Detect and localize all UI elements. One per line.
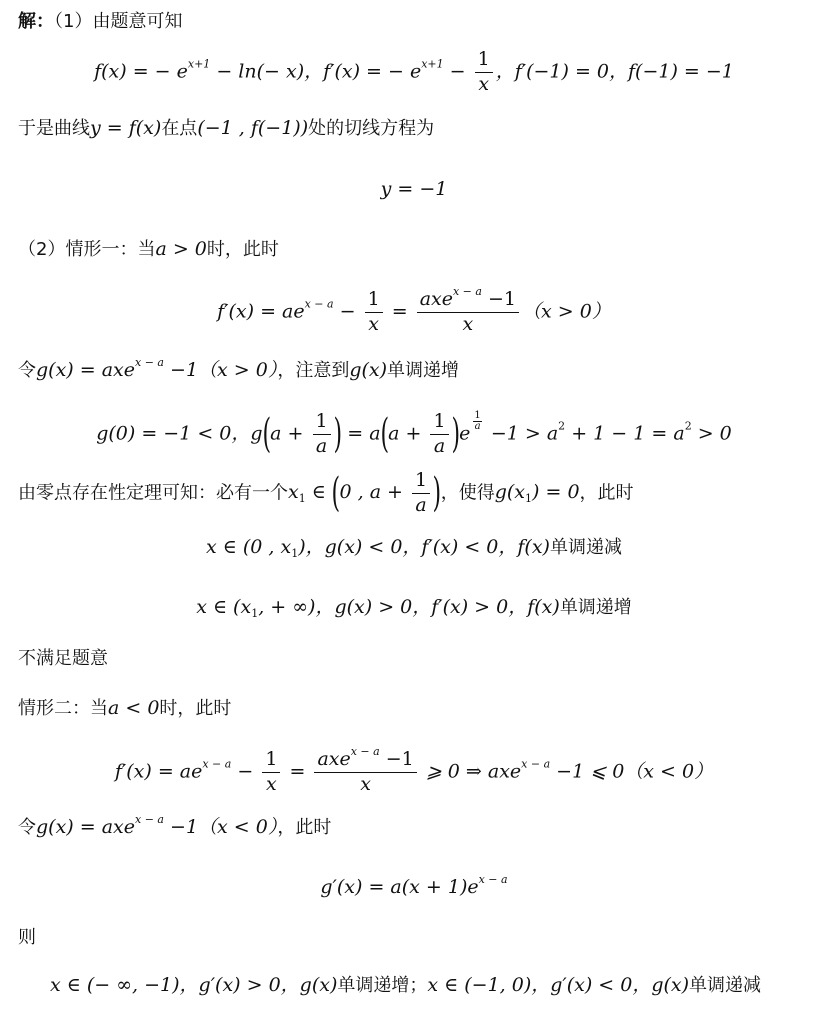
- text: 令: [18, 817, 36, 838]
- eq-text: =: [385, 300, 414, 323]
- fraction: [313, 410, 331, 459]
- case-two-heading: [18, 699, 231, 718]
- part-1-intro: （1）由题意可知: [54, 11, 183, 32]
- numerator: 1: [262, 748, 280, 773]
- text: ，使得: [440, 482, 495, 504]
- text: 由零点存在性定理可知：必有一个: [18, 482, 288, 504]
- text: 情形二：当: [18, 698, 108, 719]
- eq-text: −: [231, 760, 260, 783]
- math-text: −1（x > 0）: [163, 359, 278, 381]
- math-text: 0 , a +: [339, 481, 410, 504]
- eq-text: y = −1: [380, 178, 448, 200]
- denominator: x: [462, 312, 474, 335]
- eq-text: a +: [388, 422, 428, 445]
- text: ，此时: [277, 817, 332, 838]
- exponent-fraction: [473, 411, 481, 433]
- text: ，注意到: [277, 360, 350, 381]
- text: 令: [18, 360, 36, 381]
- math-inline: [36, 813, 278, 838]
- exponent: x − a: [452, 285, 482, 298]
- then-label: [18, 929, 36, 947]
- math-inline: [288, 469, 442, 517]
- equation-derivative-case-one: [0, 285, 828, 337]
- eq-text: −1 ⩽ 0（x < 0）: [550, 760, 714, 783]
- fraction: [262, 748, 280, 797]
- numerator: 1: [430, 410, 448, 435]
- denominator: a: [433, 434, 446, 457]
- eq-text: −1 > a: [484, 422, 559, 445]
- equation-derivative-case-two: [0, 745, 828, 797]
- exponent: x − a: [350, 745, 380, 758]
- numerator-text: −1: [379, 748, 414, 770]
- exponent: x − a: [202, 757, 232, 771]
- eq-text: )，g(x) < 0，f′(x) < 0，f(x): [298, 536, 550, 558]
- text: 时，此时: [206, 239, 279, 260]
- eq-text: −: [333, 300, 362, 323]
- exponent: x+1: [421, 57, 444, 71]
- eq-text: e: [459, 422, 471, 445]
- denominator: x: [368, 312, 379, 335]
- fraction: [417, 285, 519, 337]
- eq-text: x ∈ (x: [196, 596, 252, 618]
- numerator: 1: [412, 469, 430, 494]
- denominator: x: [360, 772, 371, 795]
- case-one-conclusion: [18, 650, 108, 668]
- eq-text: ，f′(−1) = 0，f(−1) = −1: [495, 60, 734, 83]
- math-inline: a > 0: [155, 238, 207, 260]
- eq-text: f(x) = − e: [94, 60, 188, 83]
- numerator: 1: [365, 288, 383, 313]
- eq-text: f′(x) = ae: [114, 760, 203, 783]
- big-paren-left: (: [380, 411, 389, 458]
- eq-text: = a: [341, 422, 381, 445]
- denominator: a: [415, 493, 427, 516]
- exponent: x+1: [187, 57, 211, 71]
- exponent: 2: [558, 419, 566, 433]
- numerator: [314, 745, 416, 773]
- text: 单调递增；: [337, 975, 428, 996]
- text: （2）情形一：当: [18, 239, 156, 260]
- numerator: 1: [313, 410, 331, 435]
- eq-text: > 0: [691, 422, 732, 445]
- text: 不满足题意: [18, 648, 108, 669]
- define-g-case-one: [18, 356, 460, 381]
- text: ，此时: [579, 482, 634, 504]
- denominator: a: [474, 421, 481, 433]
- fraction: [430, 410, 448, 459]
- math-text: x: [288, 481, 299, 504]
- exponent: x − a: [478, 873, 508, 886]
- eq-text: =: [283, 760, 312, 783]
- text: 单调递减: [549, 537, 622, 558]
- equation-function-derivative: [0, 48, 828, 97]
- math-inline: [36, 356, 278, 381]
- numerator-text: axe: [317, 748, 351, 770]
- eq-text: ⩾ 0 ⇒ axe: [419, 760, 522, 783]
- math-inline: y = f(x): [90, 117, 162, 139]
- math-inline: [494, 481, 580, 506]
- solution-label: 解：: [18, 11, 54, 32]
- text: 则: [18, 927, 36, 948]
- big-paren-left: (: [262, 411, 271, 458]
- numerator: 1: [475, 48, 493, 73]
- eq-text: x ∈ (0 , x: [206, 536, 292, 558]
- subscript: 1: [251, 607, 259, 620]
- equation-g-values: [0, 410, 828, 459]
- text: 单调递增: [387, 360, 460, 381]
- subscript: 1: [291, 547, 299, 560]
- text: 在点: [161, 118, 198, 139]
- text: 时，此时: [159, 698, 232, 719]
- equation-tangent: [0, 180, 828, 199]
- equation-g-derivative: [0, 873, 828, 898]
- eq-text: + 1 − 1 = a: [565, 422, 685, 445]
- exponent: x − a: [521, 757, 551, 771]
- math-text: g(x: [494, 481, 526, 504]
- eq-text: （x > 0）: [522, 300, 611, 323]
- fraction: [365, 288, 383, 337]
- interval-increasing-case-one: [0, 596, 828, 620]
- denominator: x: [266, 772, 277, 795]
- eq-text: − ln(− x)，f′(x) = − e: [210, 60, 422, 83]
- case-one-heading: [18, 240, 279, 259]
- eq-text: −: [443, 60, 472, 83]
- math-text: ) = 0: [532, 481, 580, 504]
- exponent: x − a: [135, 356, 164, 369]
- big-paren-left: (: [331, 470, 340, 517]
- define-g-case-two: [18, 813, 332, 838]
- eq-text: x ∈ (−1, 0)，g′(x) < 0，g(x): [427, 974, 690, 996]
- big-paren-right: ): [333, 411, 342, 458]
- fraction: [314, 745, 416, 797]
- eq-text: x ∈ (− ∞, −1)，g′(x) > 0，g(x): [50, 974, 338, 996]
- text: 单调递减: [689, 975, 762, 996]
- math-inline: g(x): [349, 359, 388, 381]
- fraction: [412, 469, 430, 518]
- exponent: x − a: [304, 297, 334, 311]
- eq-text: f′(x) = ae: [217, 300, 305, 323]
- numerator: 1: [474, 409, 481, 421]
- monotonicity-intervals-case-two: [50, 976, 761, 995]
- math-text: g(x) = axe: [36, 359, 135, 381]
- big-paren-right: ): [451, 411, 460, 458]
- numerator-text: −1: [481, 288, 517, 310]
- tangent-line-statement: [18, 119, 434, 138]
- zero-existence-statement: [18, 469, 634, 518]
- eq-text: g′(x) = a(x + 1)e: [320, 876, 479, 898]
- solution-heading-line: [18, 13, 182, 31]
- numerator: [417, 285, 519, 313]
- text: 处的切线方程为: [308, 118, 435, 139]
- exponent: x − a: [135, 813, 164, 826]
- denominator: x: [478, 72, 490, 95]
- exponent: 2: [684, 419, 692, 433]
- numerator-text: axe: [419, 288, 453, 310]
- fraction: [475, 48, 493, 97]
- subscript: 1: [298, 492, 306, 506]
- math-text: g(x) = axe: [36, 816, 135, 838]
- math-text: −1（x < 0）: [163, 816, 278, 838]
- text: 单调递增: [559, 597, 632, 618]
- eq-text: a +: [270, 422, 310, 445]
- math-inline: a < 0: [108, 697, 160, 719]
- text: 于是曲线: [18, 118, 90, 139]
- math-text: ∈: [305, 481, 332, 504]
- math-inline: (−1 , f(−1)): [197, 117, 309, 139]
- subscript: 1: [525, 492, 533, 506]
- eq-text: g(0) = −1 < 0，g: [96, 422, 263, 445]
- interval-decreasing-case-one: [0, 536, 828, 560]
- denominator: a: [315, 434, 328, 457]
- big-paren-right: ): [432, 470, 442, 517]
- eq-text: , + ∞)，g(x) > 0，f′(x) > 0，f(x): [258, 596, 560, 618]
